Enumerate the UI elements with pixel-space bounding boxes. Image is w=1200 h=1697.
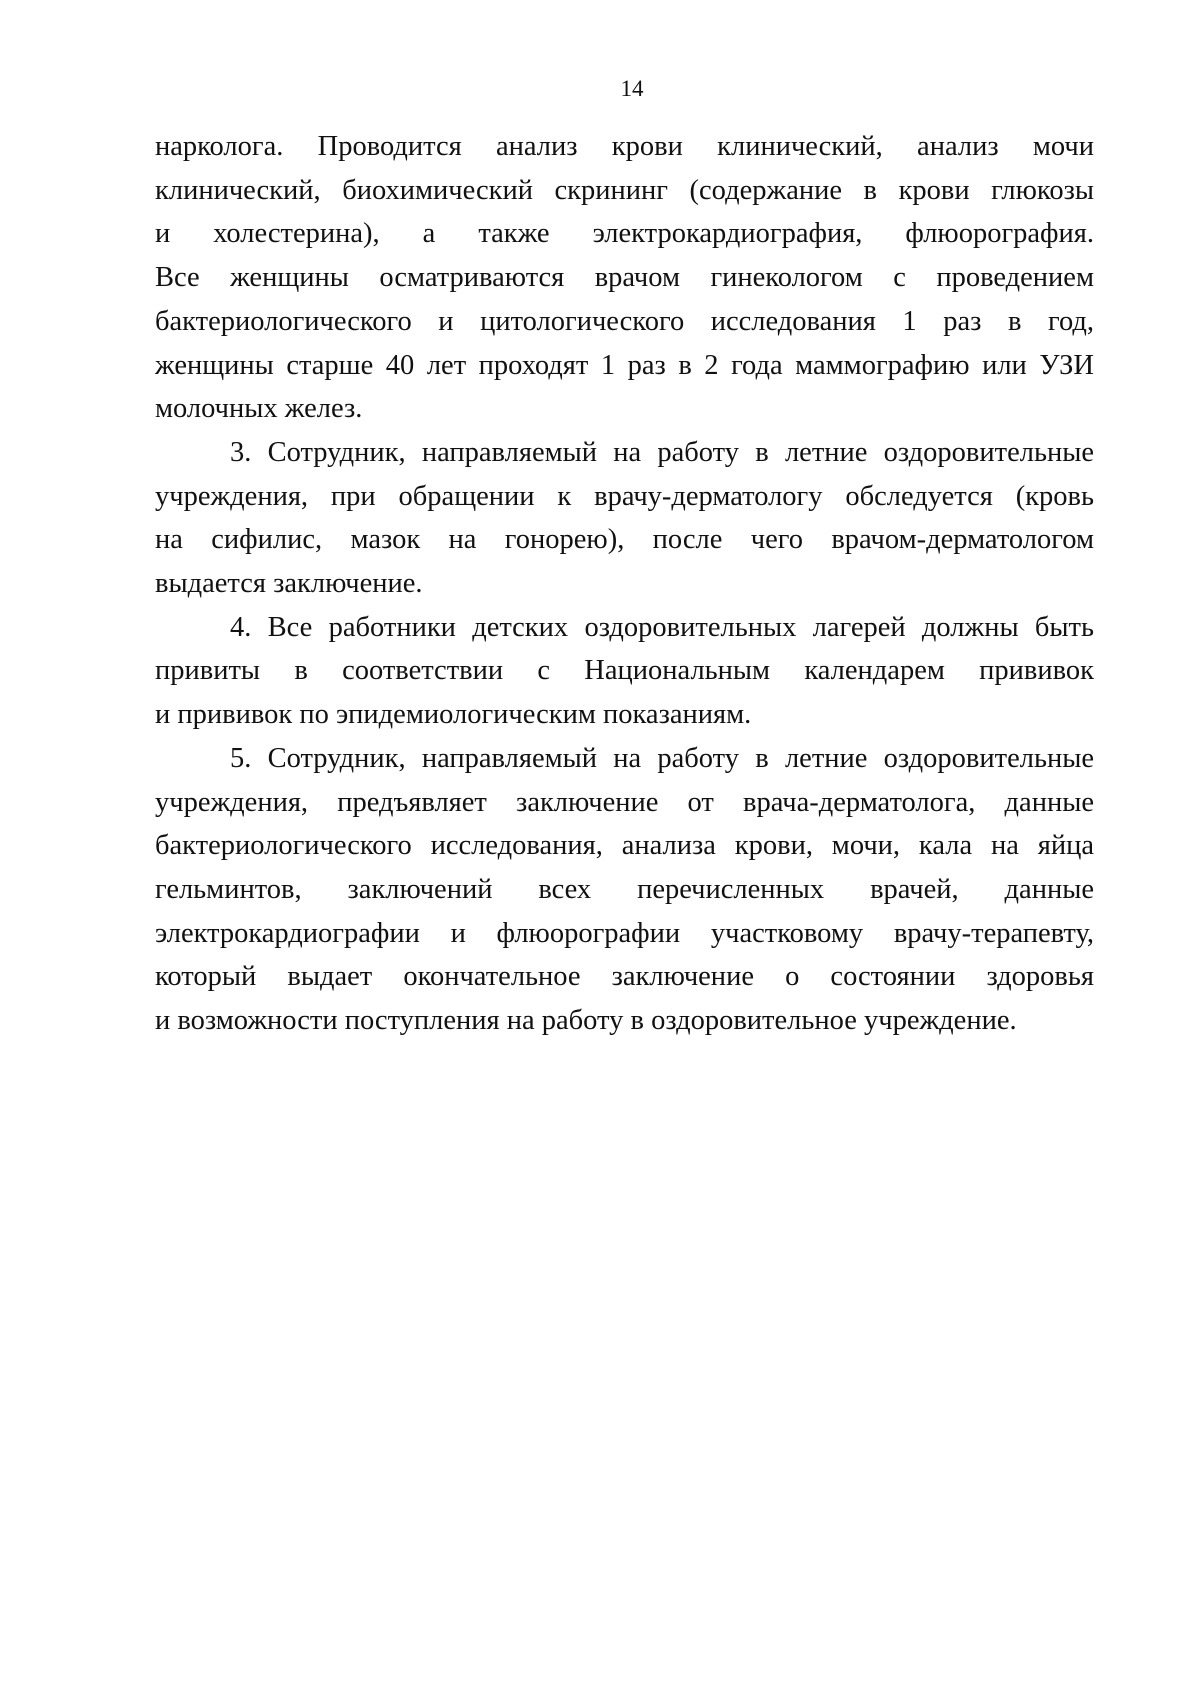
text-line: 4. Все работники детских оздоровительных лагерей должны быть xyxy=(230,611,1094,643)
text-line: электрокардиографии и флюорографии участковому врачу-терапевту, xyxy=(155,917,1094,949)
text-line: на сифилис, мазок на гонорею), после чего врачом-дерматологом xyxy=(155,524,1094,556)
text-line: выдается заключение. xyxy=(155,568,423,600)
text-line: нарколога. Проводится анализ крови клинический, анализ мочи xyxy=(155,131,1094,162)
text-line: учреждения, при обращении к врачу-дерматологу обследуется (кровь xyxy=(155,480,1094,512)
text-line: бактериологического и цитологического исследования 1 раз в год, xyxy=(155,305,1094,337)
text-line: 3. Сотрудник, направляемый на работу в летние оздоровительные xyxy=(230,436,1094,468)
text-line: привиты в соответствии с Национальным календарем прививок xyxy=(155,655,1094,687)
text-line: женщины старше 40 лет проходят 1 раз в 2 года маммографию или УЗИ xyxy=(155,349,1094,381)
page-number: 14 xyxy=(620,76,644,101)
text-line: 5. Сотрудник, направляемый на работу в летние оздоровительные xyxy=(230,742,1094,774)
text-line: который выдает окончательное заключение о состоянии здоровья xyxy=(155,961,1094,993)
text-line: Все женщины осматриваются врачом гинекологом с проведением xyxy=(155,262,1094,294)
text-line: бактериологического исследования, анализа крови, мочи, кала на яйца xyxy=(155,830,1094,862)
text-line: клинический, биохимический скрининг (содержание в крови глюкозы xyxy=(155,174,1094,206)
document-body xyxy=(155,125,1094,1043)
text-line: гельминтов, заключений всех перечисленных врачей, данные xyxy=(155,873,1094,905)
paragraph-item-5 xyxy=(155,737,1094,1043)
text-line: молочных желез. xyxy=(155,393,363,425)
text-line: и прививок по эпидемиологическим показаниям. xyxy=(155,699,752,731)
text-line: учреждения, предъявляет заключение от врача-дерматолога, данные xyxy=(155,786,1094,818)
paragraph-item-3 xyxy=(155,431,1094,606)
paragraph-item-4 xyxy=(155,606,1094,737)
text-line: и холестерина), а также электрокардиография, флюорография. xyxy=(155,218,1094,250)
paragraph-continuation xyxy=(155,125,1094,431)
text-line: и возможности поступления на работу в оздоровительное учреждение. xyxy=(155,1005,1017,1037)
